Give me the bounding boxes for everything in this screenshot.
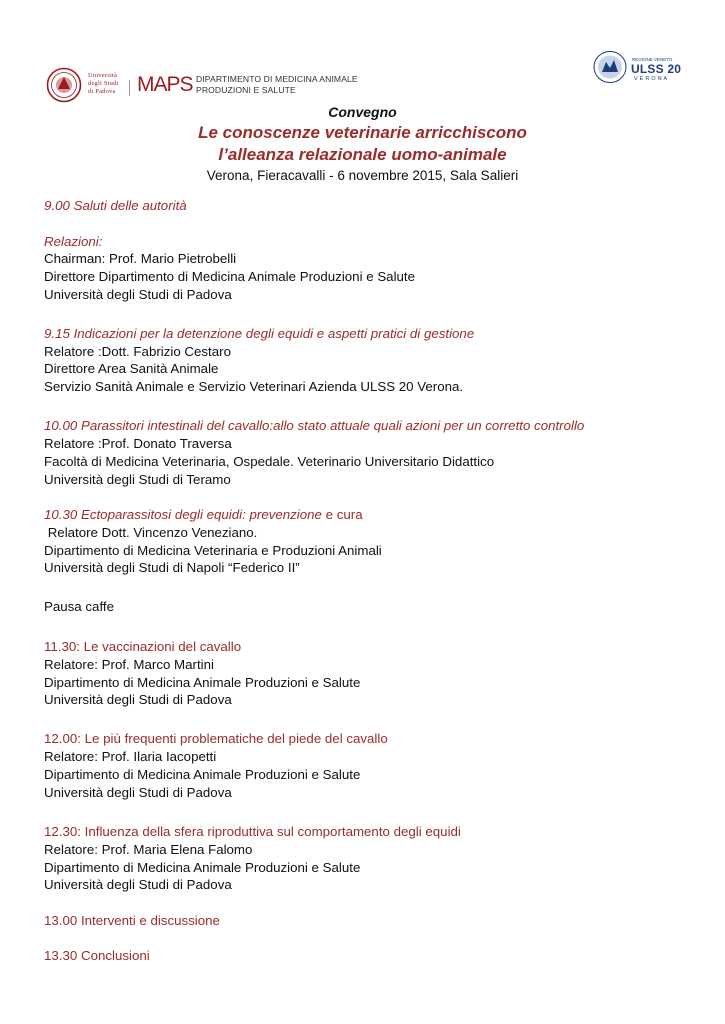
maps-logo: MAPS (137, 73, 193, 96)
talk-line: Relatore: Prof. Maria Elena Falomo (44, 842, 253, 857)
saluti: 9.00 Saluti delle autorità (44, 198, 187, 213)
talk-title: 12.30: Influenza della sfera riproduttiva sul comportamento degli equidi (44, 824, 461, 839)
event-title-line-1: Le conoscenze veterinarie arricchiscono (198, 123, 527, 142)
talk-line: Relatore Dott. Vincenzo Veneziano. (44, 525, 258, 540)
event-title-line-2: l’alleanza relazionale uomo-animale (218, 145, 507, 164)
ulss-name: ULSS 20 (631, 62, 682, 76)
talk-line: Università degli Studi di Teramo (44, 472, 231, 487)
chairman: Chairman: Prof. Mario Pietrobelli (44, 251, 237, 266)
chairman-affiliation: Università degli Studi di Padova (44, 287, 232, 302)
talk-line: Direttore Area Sanità Animale (44, 361, 219, 376)
talk-line: Dipartimento di Medicina Veterinaria e Produzioni Animali (44, 543, 382, 558)
talk-title: 11.30: Le vaccinazioni del cavallo (44, 639, 242, 654)
talk-line: Servizio Sanità Animale e Servizio Veterinari Azienda ULSS 20 Verona. (44, 379, 464, 394)
talk-line: Relatore :Dott. Fabrizio Cestaro (44, 344, 231, 359)
university-seal-icon (46, 67, 82, 103)
relazioni-label: Relazioni: (44, 234, 103, 249)
talk-line: Università degli Studi di Padova (44, 785, 232, 800)
talk-line: Università degli Studi di Padova (44, 692, 232, 707)
talk-title: 10.00 Parassitori intestinali del cavallo:allo stato attuale quali azioni per un corretto controllo (44, 418, 585, 433)
talk-line: Dipartimento di Medicina Animale Produzioni e Salute (44, 675, 361, 690)
talk-line: Relatore: Prof. Ilaria Iacopetti (44, 749, 217, 764)
talk-title: 9.15 Indicazioni per la detenzione degli equidi e aspetti pratici di gestione (44, 326, 475, 341)
talk-title: 12.00: Le più frequenti problematiche del piede del cavallo (44, 731, 388, 746)
talk-line: Università degli Studi di Padova (44, 877, 232, 892)
talk-title (44, 507, 363, 523)
talk-line: Facoltà di Medicina Veterinaria, Ospedale. Veterinario Universitario Didattico (44, 454, 495, 469)
talk-line: Dipartimento di Medicina Animale Produzioni e Salute (44, 860, 361, 875)
conclusioni: 13.30 Conclusioni (44, 948, 150, 963)
talk-title-rest: e cura (325, 507, 363, 522)
talk-line: Relatore: Prof. Marco Martini (44, 657, 214, 672)
pausa-caffe: Pausa caffe (44, 599, 114, 614)
talk-line: Università degli Studi di Napoli “Federico II” (44, 560, 300, 575)
talk-line: Dipartimento di Medicina Animale Produzioni e Salute (44, 767, 361, 782)
talk-title-italic: 10.30 Ectoparassitosi degli equidi: prevenzione (44, 507, 326, 522)
event-type: Convegno (328, 104, 397, 120)
department-name: DIPARTIMENTO DI MEDICINA ANIMALE PRODUZIONI E SALUTE (196, 74, 358, 95)
event-subtitle: Verona, Fieracavalli - 6 novembre 2015, Sala Salieri (206, 168, 519, 183)
chairman-role: Direttore Dipartimento di Medicina Animale Produzioni e Salute (44, 269, 416, 284)
ulss-city: VERONA (634, 76, 670, 82)
interventi: 13.00 Interventi e discussione (44, 913, 220, 928)
talk-line: Relatore :Prof. Donato Traversa (44, 436, 232, 451)
logo-divider (129, 80, 130, 96)
ulss-emblem-icon (592, 50, 628, 84)
ulss-region: REGIONE VENETO (632, 57, 673, 62)
university-name: Università degli Studi di Padova (88, 72, 119, 95)
